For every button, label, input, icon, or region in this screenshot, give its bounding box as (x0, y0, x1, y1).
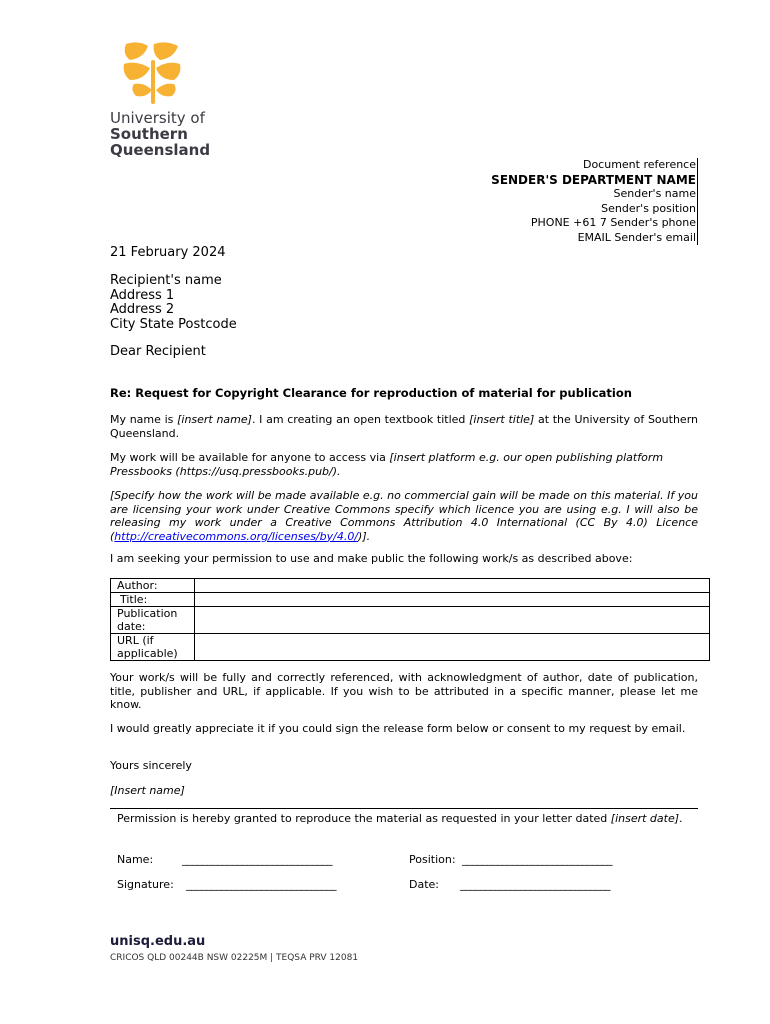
work-details-table (110, 578, 710, 661)
paragraph-licence (110, 489, 698, 543)
permission-text: Permission is hereby granted to reproduce the material as requested in your letter dated (117, 812, 611, 825)
sender-position: Sender's position (601, 201, 696, 215)
para3-text-b: )]. (358, 529, 371, 543)
table-value-author (195, 579, 710, 593)
wordmark-line3: Queensland (110, 141, 211, 159)
creative-commons-link[interactable]: http://creativecommons.org/licenses/by/4.0/ (114, 529, 359, 543)
letter-date: 21 February 2024 (110, 245, 226, 260)
insert-date-placeholder: [insert date] (610, 812, 680, 825)
footer-cricos: CRICOS QLD 00244B NSW 02225M | TEQSA PRV 12081 (110, 953, 359, 963)
salutation: Dear Recipient (110, 344, 206, 359)
recipient-name: Recipient's name (110, 273, 222, 288)
subject-line: Re: Request for Copyright Clearance for reproduction of material for publication (110, 386, 632, 400)
para1-text-a: My name is (110, 413, 178, 426)
insert-platform-placeholder: [insert platform e.g. our open publishing platform Pressbooks (https://usq.pressbooks.pub/). (110, 451, 664, 478)
para1-text-e: at the University of Southern Queensland. (110, 413, 698, 440)
paragraph-intro (110, 413, 698, 440)
closing: Yours sincerely (110, 759, 192, 772)
wordmark-line1: University of (110, 109, 205, 127)
divider-line (110, 808, 698, 809)
paragraph-appreciation: I would greatly appreciate it if you could sign the release form below or consent to my request by email. (110, 722, 686, 735)
date-field[interactable]: ______________________________ (460, 878, 610, 891)
recipient-city: City State Postcode (110, 316, 237, 332)
table-value-title (195, 593, 710, 607)
table-value-publication-date (195, 607, 710, 634)
table-label-title: Title: (111, 593, 195, 607)
signoff-name: [Insert name] (110, 784, 185, 797)
recipient-address1: Address 1 (110, 287, 175, 303)
para1-text-c: . I am creating an open textbook titled (251, 413, 470, 426)
sender-block (491, 158, 698, 245)
paragraph-seeking: I am seeking your permission to use and make public the following work/s as described above: (110, 552, 633, 565)
insert-name-placeholder: [insert name] (177, 413, 252, 426)
footer-website[interactable]: unisq.edu.au (110, 934, 206, 949)
university-wordmark (110, 110, 210, 158)
recipient-block (110, 274, 698, 332)
sender-email: EMAIL Sender's email (577, 230, 696, 244)
table-row (111, 607, 710, 634)
sender-name: Sender's name (613, 187, 696, 200)
position-label: Position: (409, 853, 456, 866)
position-field[interactable]: ______________________________ (462, 853, 612, 866)
table-label-author: Author: (111, 579, 195, 593)
date-label: Date: (409, 878, 439, 891)
table-label-url: URL (if applicable) (111, 634, 195, 661)
para2-text-a: My work will be available for anyone to access via (110, 451, 390, 464)
table-row (111, 579, 710, 593)
permission-statement (117, 812, 692, 826)
para3-text-a: [Specify how the work will be made available e.g. no commercial gain will be made on this material. If you are licensing your work under Creative Commons specify which licence you are using e.g. I will also be releasing my work under a Creative Commons Attribution 4.0 International (CC By 4.0) Licence ( (110, 489, 698, 543)
sender-department: SENDER'S DEPARTMENT NAME (491, 172, 696, 187)
wordmark-line2: Southern (110, 125, 188, 143)
name-field[interactable]: ______________________________ (182, 853, 332, 866)
sender-phone: PHONE +61 7 Sender's phone (530, 216, 696, 229)
table-row (111, 593, 710, 607)
recipient-address2: Address 2 (110, 302, 175, 317)
signature-field[interactable]: ______________________________ (186, 878, 336, 891)
paragraph-referencing: Your work/s will be fully and correctly referenced, with acknowledgment of author, date of publication, title, publisher and URL, if applicable. If you wish to be attributed in a specific manner, please let me know. (110, 671, 698, 711)
name-label: Name: (117, 853, 154, 866)
paragraph-platform (110, 451, 698, 478)
document-reference: Document reference (582, 158, 696, 171)
signature-label: Signature: (117, 878, 174, 891)
table-row (111, 634, 710, 661)
insert-title-placeholder: [insert title] (469, 413, 535, 426)
table-value-url (195, 634, 710, 661)
table-label-publication-date: Publication date: (111, 607, 195, 634)
permission-end: . (679, 812, 683, 825)
